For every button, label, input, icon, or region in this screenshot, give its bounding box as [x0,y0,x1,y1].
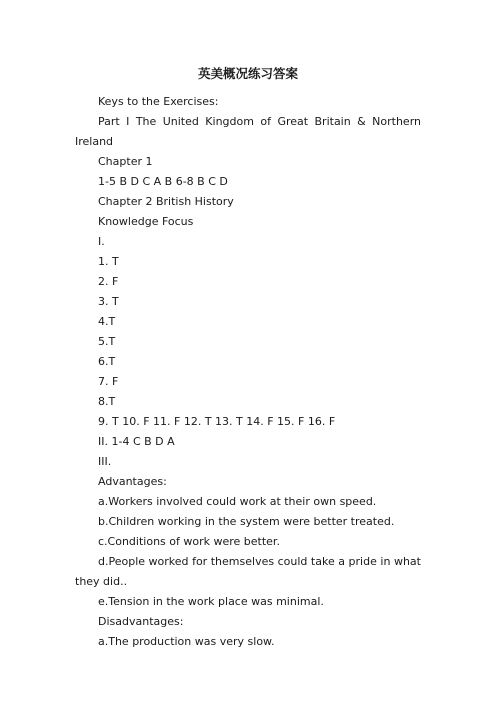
paragraph: 6.T [98,355,116,368]
paragraph: Chapter 1 [98,155,153,168]
paragraph: c.Conditions of work were better. [98,535,280,548]
paragraph: Part I The United Kingdom of Great Britain & Northern Ireland [75,115,421,148]
paragraph: Disadvantages: [98,615,184,628]
paragraph: b.Children working in the system were better treated. [98,515,395,528]
paragraph: 9. T 10. F 11. F 12. T 13. T 14. F 15. F 16. F [98,415,336,428]
paragraph: Keys to the Exercises: [98,95,219,108]
paragraph: II. 1-4 C B D A [98,435,175,448]
paragraph: Chapter 2 British History [98,195,234,208]
document-body [75,92,421,652]
document-title: 英美概况练习答案 [197,66,298,81]
paragraph: e.Tension in the work place was minimal. [98,595,324,608]
paragraph: 1-5 B D C A B 6-8 B C D [98,175,228,188]
paragraph: 3. T [98,295,119,308]
paragraph: 1. T [98,255,119,268]
paragraph: 7. F [98,375,119,388]
paragraph: 4.T [98,315,116,328]
paragraph: 8.T [98,395,116,408]
paragraph: a.The production was very slow. [98,635,275,648]
paragraph: Advantages: [98,475,167,488]
paragraph: 2. F [98,275,119,288]
paragraph: Knowledge Focus [98,215,194,228]
paragraph: d.People worked for themselves could take a pride in what they did.. [75,555,421,588]
paragraph: III. [98,455,112,468]
paragraph: a.Workers involved could work at their own speed. [98,495,377,508]
paragraph: 5.T [98,335,116,348]
paragraph: I. [98,235,105,248]
